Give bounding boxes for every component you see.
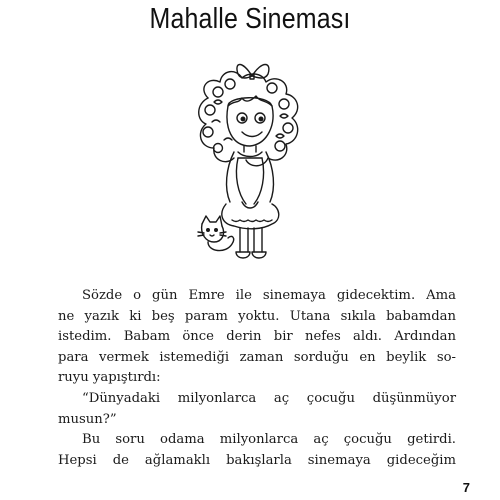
- text-line: ne yazık ki beş param yoktu. Utana sıkıla babamdan: [58, 308, 456, 324]
- text-line: Hepsi de ağlamaklı bakışlarla sinemaya gideceğim: [58, 452, 456, 468]
- chapter-title: Mahalle Sineması: [149, 3, 351, 35]
- text-line: “Dünyadaki milyonlarca aç çocuğu düşünmüyor: [82, 390, 456, 406]
- text-line: musun?”: [58, 411, 117, 427]
- text-line: Sözde o gün Emre ile sinemaya gidecektim. Ama: [82, 288, 456, 303]
- girl-with-cat-illustration: [168, 48, 328, 268]
- page-number: 7: [462, 480, 470, 495]
- text-line: ruyu yapıştırdı:: [58, 370, 161, 386]
- text-line: istedim. Babam önce derin bir nefes aldı. Ardından: [58, 329, 456, 345]
- text-line: para vermek istemediği zaman sorduğu en beylik so-: [58, 349, 456, 365]
- text-line: Bu soru odama milyonlarca aç çocuğu getirdi.: [82, 432, 456, 448]
- body-text: [58, 286, 456, 471]
